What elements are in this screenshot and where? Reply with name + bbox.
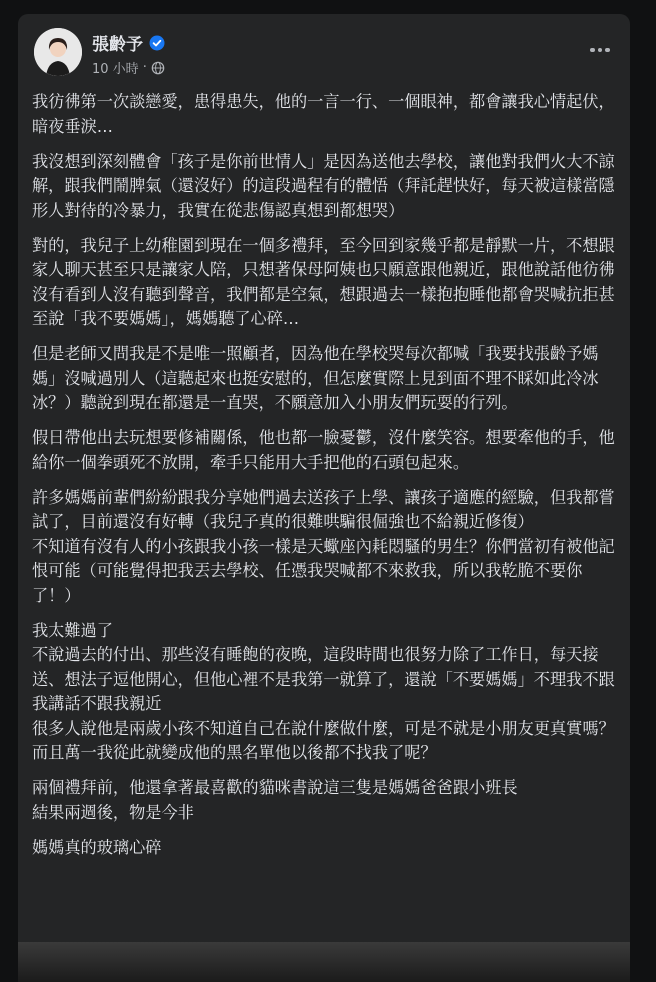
post-text-line: 對的，我兒子上幼稚園到現在一個多禮拜，至今回到家幾乎都是靜默一片，不想跟家人聊天甚至只是讓家人陪，只想著保母阿姨也只願意跟他親近，跟他說話他彷彿沒有看到人沒有聽到聲音，我們都是空氣，想跟過去一樣抱抱睡他都會哭喊抗拒甚至說「我不要媽媽」，媽媽聽了心碎… bbox=[32, 235, 615, 328]
more-options-icon bbox=[590, 48, 595, 53]
post-paragraph bbox=[32, 836, 616, 861]
more-options-icon bbox=[605, 48, 610, 53]
post-text-line: 很多人說他是兩歲小孩不知道自己在說什麼做什麼，可是不就是小朋友更真實嗎？而且萬一我從此就變成他的黑名單他以後都不找我了呢？ bbox=[32, 718, 615, 762]
post-paragraph bbox=[32, 90, 616, 139]
meta-separator: · bbox=[142, 60, 147, 75]
author-avatar[interactable] bbox=[34, 28, 82, 76]
post-text-line: 結果兩週後，物是今非 bbox=[32, 802, 194, 822]
verified-badge-icon bbox=[149, 35, 165, 51]
post-image-preview[interactable] bbox=[18, 942, 630, 982]
post-text-line: 我太難過了 bbox=[32, 620, 113, 640]
post-text-line: 假日帶他出去玩想要修補關係，他也都一臉憂鬱，沒什麼笑容。想要牽他的手，他給你一個拳頭死不放開，牽手只能用大手把他的石頭包起來。 bbox=[32, 428, 615, 472]
post-paragraph bbox=[32, 234, 616, 332]
post-text-line: 不說過去的付出、那些沒有睡飽的夜晚，這段時間也很努力除了工作日，每天接送、想法子逗他開心，但他心裡不是我第一就算了，還說「不要媽媽」不理我不跟我講話不跟我親近 bbox=[32, 645, 615, 713]
more-options-icon bbox=[598, 48, 603, 53]
post-text-line: 我彷彿第一次談戀愛，患得患失，他的一言一行、一個眼神，都會讓我心情起伏，暗夜垂淚… bbox=[32, 92, 615, 136]
post-body bbox=[32, 90, 616, 871]
post-paragraph bbox=[32, 776, 616, 825]
post-paragraph bbox=[32, 426, 616, 475]
post-text-line: 許多媽媽前輩們紛紛跟我分享她們過去送孩子上學、讓孩子適應的經驗，但我都嘗試了，目前還沒有好轉（我兒子真的很難哄騙很倔強也不給親近修復） bbox=[32, 487, 615, 531]
author-row bbox=[92, 30, 165, 55]
post-text-line: 我沒想到深刻體會「孩子是你前世情人」是因為送他去學校，讓他對我們火大不諒解，跟我們鬧脾氣（還沒好）的這段過程有的體悟（拜託趕快好，每天被這樣當隱形人對待的冷暴力，我實在從悲傷認真想到都想哭） bbox=[32, 151, 615, 220]
post-text-line: 媽媽真的玻璃心碎 bbox=[32, 837, 162, 857]
post-card bbox=[18, 14, 630, 974]
post-text-line: 但是老師又問我是不是唯一照顧者，因為他在學校哭每次都喊「我要找張齡予媽媽」沒喊過別人（這聽起來也挺安慰的，但怎麼實際上見到面不理不睬如此冷冰冰？）聽說到現在都還是一直哭，不願意加入小朋友們玩耍的行列。 bbox=[32, 344, 599, 412]
post-paragraph bbox=[32, 150, 616, 224]
more-options-button[interactable] bbox=[584, 38, 616, 62]
post-text-line: 兩個禮拜前，他還拿著最喜歡的貓咪書說這三隻是媽媽爸爸跟小班長 bbox=[32, 778, 518, 797]
globe-icon[interactable] bbox=[151, 61, 165, 75]
post-paragraph bbox=[32, 486, 616, 609]
avatar-portrait-icon bbox=[34, 28, 82, 76]
post-meta bbox=[92, 58, 165, 77]
author-name[interactable]: 張齡予 bbox=[92, 35, 143, 55]
post-text-line: 不知道有沒有人的小孩跟我小孩一樣是天蠍座內耗悶騷的男生？你們當初有被他記恨可能（可能覺得把我丟去學校、任憑我哭喊都不來救我，所以我乾脆不要你了！） bbox=[32, 536, 615, 605]
post-paragraph bbox=[32, 619, 616, 766]
post-timestamp[interactable]: 10 小時 bbox=[92, 62, 139, 77]
post-paragraph bbox=[32, 342, 616, 416]
